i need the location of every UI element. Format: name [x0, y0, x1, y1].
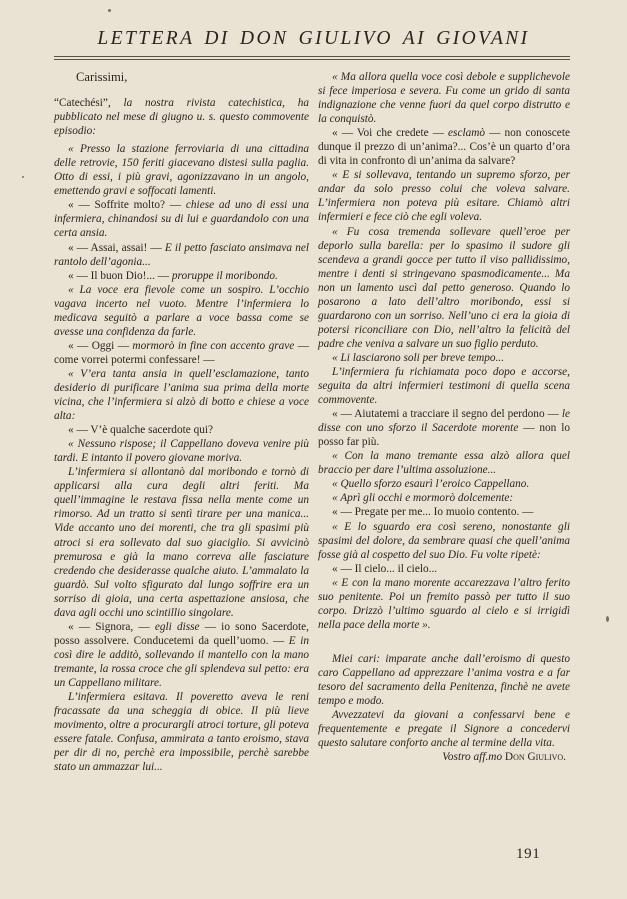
paragraph — [54, 620, 309, 690]
italic-text: « Ma allora quella voce così debole e supplichevole si fece imperiosa e severa. Fu come un grido di santa indignazione che venne fuori da quel corpo distrutto e la conquistò. — [318, 71, 570, 126]
roman-text: « — Oggi — — [68, 339, 133, 352]
title-rule-bottom — [54, 59, 570, 60]
page-number: 191 — [516, 846, 541, 862]
italic-text: le disse con uno sforzo il Sacerdote morente — [318, 408, 570, 435]
roman-text: « — Signora, — — [68, 620, 155, 633]
paper-speck — [22, 176, 24, 178]
paragraph — [318, 407, 570, 449]
paragraph — [318, 351, 570, 365]
paragraph — [54, 423, 309, 437]
roman-text: « — V’è qualche sacerdote qui? — [68, 424, 214, 437]
roman-text: — io sono Sacerdote, posso assolvere. Conducetemi da quell’uomo. — — [54, 620, 309, 647]
roman-text: — non lo posso far più. — [318, 422, 570, 449]
roman-text: — come vorrei potermi confessare! — — [54, 339, 310, 366]
italic-text: « Li lasciarono soli per breve tempo... — [332, 351, 505, 364]
paragraph — [318, 168, 570, 224]
paragraph — [54, 339, 309, 367]
paragraph — [318, 126, 570, 168]
italic-text: « V’era tanta ansia in quell’esclamazione, tanto desiderio di purificare l’anima sua prima della morte vicina, che l’infermiera si alzò di botto e chiese a voce alta: — [54, 367, 309, 423]
roman-text: « — Voi che credete — — [332, 127, 449, 140]
paragraph — [318, 477, 570, 491]
paragraph — [54, 96, 309, 138]
italic-text: Avvezzatevi da giovani a confessarvi bene e frequentemente e pregate il Signore a concedervi questo salutare conforto anche al termine della vita. — [318, 709, 570, 750]
paragraph — [76, 70, 309, 84]
title-rule-top — [54, 56, 570, 57]
roman-text: « — Assai, assai! — — [68, 241, 165, 254]
right-column-body — [318, 70, 570, 750]
italic-text: chiese ad uno di essi una infermiera, chinandosi su di lui e guardandolo con una certa ansia. — [54, 199, 309, 240]
paragraph — [54, 283, 309, 339]
roman-text: « — Pregate per me... Io muoio contento. — — [332, 506, 534, 519]
roman-text: — non conoscete dunque il prezzo di un’anima?... Cos’è un quarto d’ora di vita in confronto di un’anima da salvare? — [318, 127, 570, 168]
italic-text: E il petto fasciato ansimava nel rantolo dell’agonia... — [54, 241, 309, 268]
paragraph — [54, 198, 309, 240]
signature-name: Don Giulivo. — [504, 751, 566, 764]
italic-text: Miei cari: imparate anche dall’eroismo di questo caro Cappellano ad apprezzare l’anima vostra e a far tesoro del sacramento della Penitenza, finchè ne avete tempo e modo. — [318, 652, 570, 708]
italic-text: « La voce era fievole come un sospiro. L’occhio vagava incerto nel vuoto. Mentre l’infermiera lo medicava seguitò a parlare a voce bassa come se avesse una confidenza da farle. — [54, 283, 309, 338]
left-text-column — [54, 70, 309, 774]
paragraph — [54, 690, 309, 774]
paragraph — [54, 437, 309, 465]
roman-text: “Catechési”, — [54, 97, 124, 110]
italic-text: « E lo sguardo era così sereno, nonostante gli spasimi del dolore, da sembrare quasi che quell’anima fosse già al cospetto del suo Dio. Fu volte ripetè: — [318, 520, 570, 561]
italic-text: L’infermiera si allontanò dal moribondo e tornò di applicarsi alla cura degli altri feriti. Ma quell’immagine le restava fissa nella mente come un rimorso. Ad un tratto si sentì tirare per una manica... Vide accanto uno dei morenti, che tra gli spasimi più atroci si era sollevato dal suo giaciglio. Si avvicinò premurosa e già la mano correva alle fasciature credendo che desiderasse qualche aiuto. L’ammalato la guardò. Sul volto sfigurato dal lungo soffrire era un sorriso di gioia, una certa aspettazione ansiosa, che dava agli occhi uno scintillio singolare. — [54, 466, 309, 619]
signature — [318, 750, 570, 764]
italic-text: la nostra rivista catechistica, ha pubblicato nel mese di giugno u. s. questo commovente episodio: — [54, 97, 310, 138]
italic-text: E in così dire le additò, sollevando il mantello con la mano tremante, la rossa croce che gli splendeva sul petto: era un Cappellano militare. — [54, 634, 309, 689]
paragraph — [318, 505, 570, 519]
italic-text: « Quello sforzo esaurì l’eroico Cappellano. — [332, 478, 530, 491]
right-text-column — [318, 70, 570, 764]
paragraph — [54, 241, 309, 269]
paragraph — [54, 142, 309, 198]
paragraph — [318, 708, 570, 750]
paragraph — [318, 225, 570, 351]
italic-text: mormorò in fine con accento grave — [132, 339, 295, 352]
italic-text: « Con la mano tremante essa alzò allora quel braccio per dare l’ultima assoluzione... — [318, 450, 570, 477]
paragraph — [318, 365, 570, 407]
paper-speck — [108, 9, 111, 12]
italic-text: « Presso la stazione ferroviaria di una cittadina delle retrovie, 150 feriti giacevano distesi sulla paglia. Otto di essi, i più gravi, agonizzavano in un angolo, emettendo gravi e soffocati lamenti. — [54, 143, 309, 198]
roman-text: Carissimi, — [76, 70, 128, 84]
paragraph — [318, 70, 570, 126]
paragraph — [318, 576, 570, 632]
italic-text: proruppe il moribondo. — [171, 269, 278, 282]
italic-text: L’infermiera esitava. Il poveretto aveva le reni fracassate da una scheggia di obice. Il più lieve movimento, oltre a procurargli atroci torture, gli poteva essere fatale. Confusa, ammirata a tanto eroismo, stava per dir di no, perchè era impossibile, perchè sarebbe stato un ammazzar lui... — [54, 691, 309, 774]
paragraph — [54, 367, 309, 423]
italic-text: esclamò — [448, 127, 486, 140]
paragraph — [54, 465, 309, 620]
roman-text: « — Il buon Dio!... — — [68, 269, 172, 282]
signature-prefix: Vostro aff.mo — [442, 751, 505, 764]
paragraph — [318, 449, 570, 477]
paragraph — [318, 491, 570, 505]
roman-text: « — Aiutatemi a tracciare il segno del perdono — — [332, 408, 562, 421]
roman-text: « — Soffrite molto? — — [68, 199, 186, 212]
italic-text: « E si sollevava, tentando un supremo sforzo, per andar da solo presso colui che voleva salvare. L’infermiera non poteva più esitare. Chiamò altri infermieri e fece ciò che egli voleva. — [318, 169, 570, 224]
italic-text: « Nessuno rispose; il Cappellano doveva venire più tardi. E intanto il povero giovane moriva. — [54, 438, 309, 465]
paragraph — [54, 269, 309, 283]
paragraph — [318, 520, 570, 562]
page-title: LETTERA DI DON GIULIVO AI GIOVANI — [97, 28, 530, 49]
paragraph — [318, 632, 570, 652]
italic-text: « Aprì gli occhi e mormorò dolcemente: — [332, 492, 514, 505]
italic-text: « E con la mano morente accarezzava l’altro ferito suo penitente. Poi un fremito passò per tutto il suo corpo. Drizzò l’ultimo sguardo al cielo e si irrigidì nella pace della morte ». — [318, 576, 570, 631]
italic-text: egli disse — [154, 620, 200, 633]
paragraph — [318, 652, 570, 708]
roman-text: « — Il cielo... il cielo... — [332, 562, 438, 575]
italic-text: « Fu cosa tremenda sollevare quell’eroe per deporlo sulla barella: per lo spasimo il sudore gli scendeva a grandi gocce per tutto il viso pallidissimo, mentre i denti si stringevano spasmodicamente... Ma non un lamento uscì dal petto generoso. Quando lo posarono a lato dell’altro moribondo, essi si guardarono con un sorriso. Nell’uno ci era la gioia di potersi riconciliare con Dio, nell’altro la felicità del padre che veniva a salvare un suo figlio perduto. — [318, 225, 570, 350]
paragraph — [318, 562, 570, 576]
italic-text: L’infermiera fu richiamata poco dopo e accorse, seguita da altri infermieri testimoni di quella scena commovente. — [318, 365, 570, 407]
paper-speck — [606, 616, 609, 622]
